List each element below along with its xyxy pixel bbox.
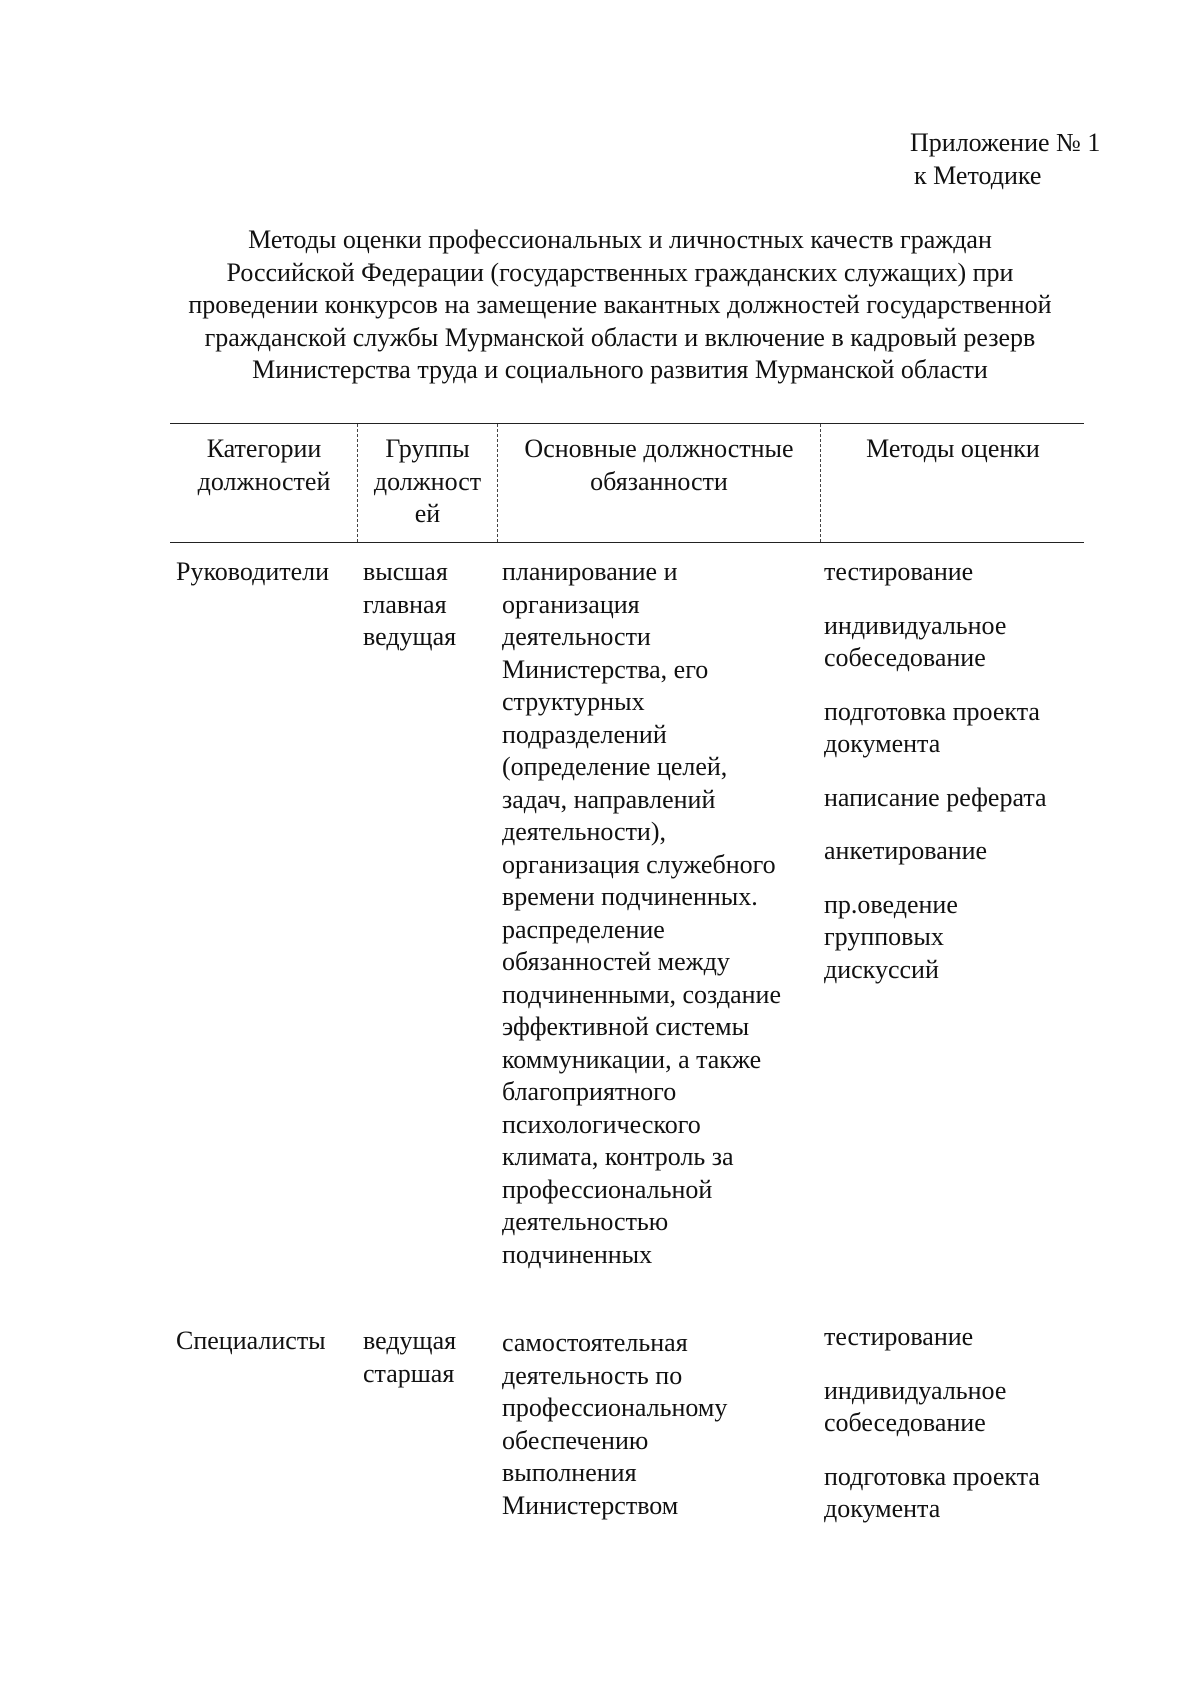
method-item: написание реферата (824, 782, 1047, 812)
method-item: анкетирование (824, 836, 988, 865)
row-methods (824, 556, 1047, 1007)
row-category: Специалисты (176, 1326, 326, 1355)
header-duties: Основные должностные обязанности (524, 434, 794, 496)
header-divider (497, 424, 498, 542)
row-duties: самостоятельная деятельность по профессиональному обеспечению выполнения Министерством (502, 1328, 728, 1520)
method-item: тестирование (824, 557, 974, 586)
annex-header (910, 126, 1100, 192)
method-item: подготовка проекта документа (824, 696, 1040, 758)
header-methods: Методы оценки (866, 434, 1040, 463)
row-category: Руководители (176, 557, 330, 586)
method-item: индивидуальное собеседование (824, 1375, 1007, 1437)
title-line: Министерства труда и социального развития Мурманской области (252, 355, 988, 384)
annex-number: Приложение № 1 (910, 128, 1101, 157)
method-item: подготовка проекта документа (824, 1461, 1040, 1523)
row-groups: высшая главная ведущая (363, 557, 457, 651)
method-item: пр.оведение групповых дискуссий (824, 889, 958, 984)
method-item: тестирование (824, 1322, 974, 1351)
title-line: Методы оценки профессиональных и личностных качеств граждан (248, 225, 992, 254)
header-category: Категории должностей (197, 434, 331, 496)
method-item: индивидуальное собеседование (824, 610, 1007, 672)
table-header-rule (170, 542, 1084, 543)
row-methods (824, 1321, 1040, 1547)
annex-reference: к Методике (914, 161, 1042, 190)
row-groups: ведущая старшая (363, 1326, 457, 1388)
table-row (176, 1325, 326, 1358)
table-top-rule (170, 423, 1084, 424)
header-divider (357, 424, 358, 542)
header-groups: Группы должност ей (373, 434, 482, 528)
title-line: Российской Федерации (государственных гражданских служащих) при (226, 257, 1014, 287)
header-divider (820, 424, 821, 542)
row-duties: планирование и организация деятельности Министерства, его структурных подразделений (определение целей, задач, направлений деятельности), организация служебного времени подчиненных. распределение обязанностей между подчиненными, создание эффективной системы коммуникации, а также благоприятного психологического климата, контроль за профессиональной деятельностью подчиненных (502, 557, 781, 1269)
table-row (176, 556, 329, 589)
title-line: проведении конкурсов на замещение вакантных должностей государственной (188, 290, 1052, 319)
document-title (150, 224, 1090, 387)
title-line: гражданской службы Мурманской области и включение в кадровый резерв (204, 322, 1036, 352)
